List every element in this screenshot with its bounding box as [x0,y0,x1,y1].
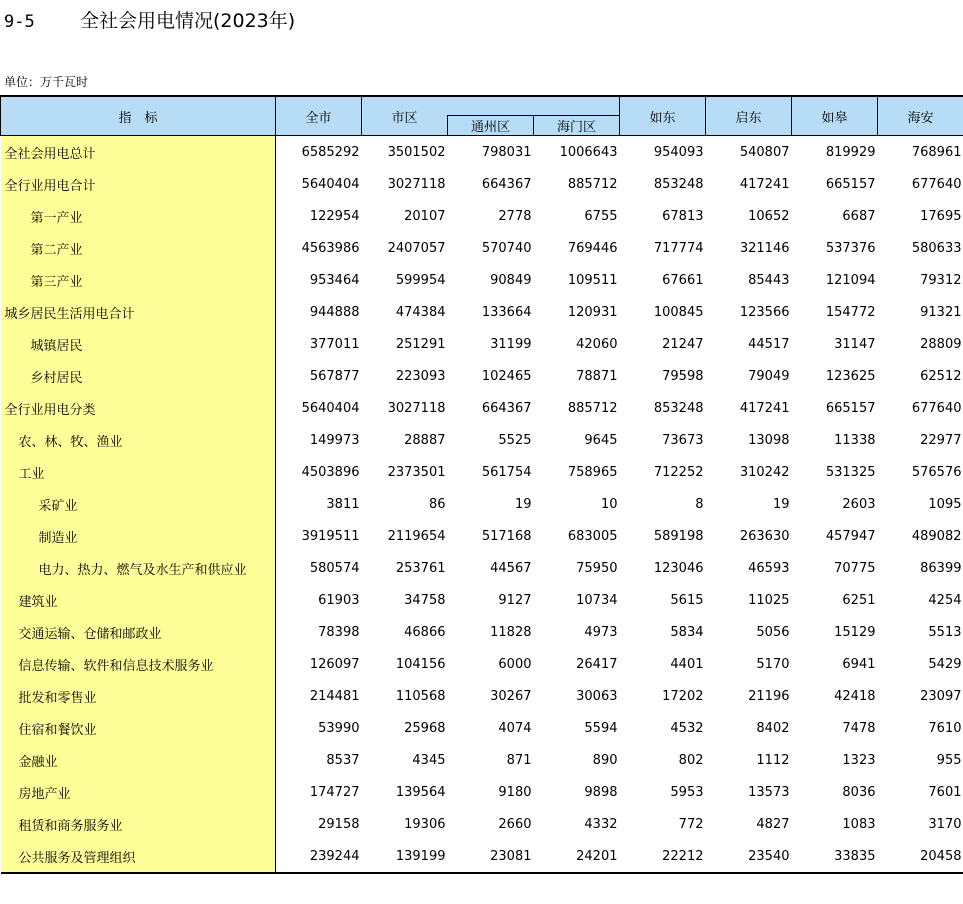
table-row [1,840,963,873]
cell-haian: 7601 [928,784,962,800]
row-label: 批发和零售业 [1,680,276,712]
cell-tongzhou: 517168 [481,528,532,544]
cell-rudong: 589198 [653,528,704,544]
cell-qidong: 310242 [739,464,790,480]
cell-city: 126097 [309,656,360,672]
cell-tongzhou: 31199 [490,336,532,352]
cell-rudong: 8 [695,496,704,512]
cell-haian: 28809 [920,336,962,352]
cell-haimen: 4332 [584,816,618,832]
cell-haian: 489082 [911,528,962,544]
cell-haimen: 26417 [576,656,618,672]
cell-rudong: 100845 [653,304,704,320]
cell-rudong: 5834 [670,624,704,640]
cell-tongzhou: 133664 [481,304,532,320]
cell-rudong: 73673 [662,432,704,448]
cell-tongzhou: 90849 [490,272,532,288]
cell-haimen: 890 [592,752,618,768]
table-row [1,392,963,424]
cell-tongzhou: 30267 [490,688,532,704]
cell-tongzhou: 5525 [498,432,532,448]
cell-city: 239244 [309,848,360,864]
electricity-table [0,95,963,874]
cell-rudong: 67813 [662,208,704,224]
cell-qidong: 321146 [739,240,790,256]
cell-qidong: 19 [772,496,790,512]
row-label: 信息传输、软件和信息技术服务业 [1,648,276,680]
cell-haimen: 30063 [576,688,618,704]
header-qidong: 启东 [706,96,792,136]
cell-urban: 104156 [395,656,446,672]
cell-urban: 4345 [412,752,446,768]
cell-rugao: 531325 [825,464,876,480]
row-label: 全行业用电合计 [1,168,276,200]
cell-city: 3919511 [301,528,360,544]
cell-haimen: 5594 [584,720,618,736]
cell-qidong: 1112 [756,752,790,768]
cell-city: 953464 [309,272,360,288]
cell-qidong: 540807 [739,144,790,160]
cell-city: 29158 [318,816,360,832]
row-label: 乡村居民 [1,360,276,392]
table-row [1,712,963,744]
cell-tongzhou: 561754 [481,464,532,480]
cell-haian: 23097 [920,688,962,704]
row-label: 房地产业 [1,776,276,808]
cell-urban: 223093 [395,368,446,384]
cell-urban: 86 [428,496,446,512]
row-label: 交通运输、仓储和邮政业 [1,616,276,648]
cell-rugao: 70775 [834,560,876,576]
cell-urban: 139564 [395,784,446,800]
cell-qidong: 85443 [748,272,790,288]
cell-tongzhou: 664367 [481,176,532,192]
table-row [1,456,963,488]
cell-rudong: 4401 [670,656,704,672]
cell-city: 944888 [309,304,360,320]
header-city: 全市 [276,96,362,136]
cell-city: 4563986 [301,240,360,256]
cell-rugao: 665157 [825,176,876,192]
table-row [1,680,963,712]
row-label: 城乡居民生活用电合计 [1,296,276,328]
cell-haian: 22977 [920,432,962,448]
cell-tongzhou: 570740 [481,240,532,256]
cell-city: 580574 [309,560,360,576]
cell-rudong: 4532 [670,720,704,736]
cell-tongzhou: 19 [514,496,532,512]
cell-urban: 2373501 [387,464,446,480]
cell-haian: 955 [936,752,962,768]
cell-rudong: 17202 [662,688,704,704]
table-row [1,424,963,456]
cell-rugao: 537376 [825,240,876,256]
cell-rugao: 8036 [842,784,876,800]
cell-qidong: 46593 [748,560,790,576]
cell-rugao: 6251 [842,592,876,608]
cell-city: 567877 [309,368,360,384]
cell-haimen: 769446 [567,240,618,256]
cell-haian: 7610 [928,720,962,736]
cell-haian: 576576 [911,464,962,480]
cell-haimen: 10 [600,496,618,512]
cell-urban: 3027118 [387,400,446,416]
table-row [1,648,963,680]
cell-rudong: 853248 [653,400,704,416]
cell-rudong: 21247 [662,336,704,352]
cell-rugao: 42418 [834,688,876,704]
cell-haian: 768961 [911,144,962,160]
cell-urban: 599954 [395,272,446,288]
cell-rugao: 819929 [825,144,876,160]
header-rudong: 如东 [620,96,706,136]
cell-rugao: 1083 [842,816,876,832]
row-label: 金融业 [1,744,276,776]
row-label: 工业 [1,456,276,488]
row-label: 电力、热力、燃气及水生产和供应业 [1,552,276,584]
table-row [1,264,963,296]
cell-rugao: 6687 [842,208,876,224]
cell-qidong: 11025 [748,592,790,608]
cell-tongzhou: 9127 [498,592,532,608]
cell-qidong: 10652 [748,208,790,224]
cell-rugao: 154772 [825,304,876,320]
cell-rudong: 802 [678,752,704,768]
cell-haimen: 42060 [576,336,618,352]
cell-haimen: 24201 [576,848,618,864]
cell-rugao: 11338 [834,432,876,448]
row-label: 第二产业 [1,232,276,264]
cell-urban: 251291 [395,336,446,352]
cell-qidong: 263630 [739,528,790,544]
cell-tongzhou: 44567 [490,560,532,576]
cell-haimen: 120931 [567,304,618,320]
cell-urban: 28887 [404,432,446,448]
row-label: 租赁和商务服务业 [1,808,276,840]
cell-city: 122954 [309,208,360,224]
row-label: 农、林、牧、渔业 [1,424,276,456]
cell-rudong: 954093 [653,144,704,160]
row-label: 住宿和餐饮业 [1,712,276,744]
cell-urban: 139199 [395,848,446,864]
cell-haian: 677640 [911,176,962,192]
table-row [1,296,963,328]
cell-qidong: 23540 [748,848,790,864]
cell-city: 377011 [309,336,360,352]
cell-urban: 2119654 [387,528,446,544]
cell-rugao: 121094 [825,272,876,288]
cell-haimen: 9645 [584,432,618,448]
cell-tongzhou: 871 [506,752,532,768]
cell-rudong: 22212 [662,848,704,864]
cell-haian: 20458 [920,848,962,864]
page-title [4,6,295,33]
cell-city: 61903 [318,592,360,608]
row-label: 第三产业 [1,264,276,296]
table-row [1,328,963,360]
cell-urban: 25968 [404,720,446,736]
cell-qidong: 123566 [739,304,790,320]
cell-urban: 110568 [395,688,446,704]
cell-rugao: 33835 [834,848,876,864]
table-row [1,232,963,264]
cell-rudong: 853248 [653,176,704,192]
cell-urban: 19306 [404,816,446,832]
cell-haimen: 10734 [576,592,618,608]
cell-city: 5640404 [301,176,360,192]
cell-rudong: 79598 [662,368,704,384]
cell-city: 4503896 [301,464,360,480]
header-urban-spacer [448,96,620,116]
cell-city: 78398 [318,624,360,640]
row-label: 全行业用电分类 [1,392,276,424]
table-row [1,776,963,808]
cell-tongzhou: 798031 [481,144,532,160]
cell-rudong: 712252 [653,464,704,480]
cell-qidong: 79049 [748,368,790,384]
table-row [1,488,963,520]
unit-label: 单位：万千瓦时 [4,75,89,89]
cell-haian: 677640 [911,400,962,416]
cell-haian: 4254 [928,592,962,608]
cell-qidong: 13098 [748,432,790,448]
cell-rugao: 2603 [842,496,876,512]
row-label: 城镇居民 [1,328,276,360]
row-label: 第一产业 [1,200,276,232]
cell-tongzhou: 23081 [490,848,532,864]
cell-haian: 17695 [920,208,962,224]
cell-qidong: 8402 [756,720,790,736]
cell-urban: 253761 [395,560,446,576]
cell-rugao: 15129 [834,624,876,640]
cell-urban: 34758 [404,592,446,608]
cell-qidong: 417241 [739,400,790,416]
cell-haian: 3170 [928,816,962,832]
cell-rugao: 457947 [825,528,876,544]
cell-city: 53990 [318,720,360,736]
header-tongzhou: 通州区 [448,116,534,136]
header-urban: 市区 [362,96,448,136]
row-label: 制造业 [1,520,276,552]
cell-haimen: 109511 [567,272,618,288]
cell-city: 214481 [309,688,360,704]
cell-city: 174727 [309,784,360,800]
table-row [1,616,963,648]
cell-qidong: 5056 [756,624,790,640]
table-title: 全社会用电情况(2023年) [80,10,296,32]
cell-city: 6585292 [301,144,360,160]
cell-rudong: 5953 [670,784,704,800]
cell-haimen: 78871 [576,368,618,384]
cell-haimen: 75950 [576,560,618,576]
table-row [1,552,963,584]
cell-rugao: 1323 [842,752,876,768]
cell-haimen: 1006643 [559,144,618,160]
cell-rugao: 31147 [834,336,876,352]
cell-haian: 5429 [928,656,962,672]
cell-tongzhou: 4074 [498,720,532,736]
cell-tongzhou: 2660 [498,816,532,832]
cell-qidong: 4827 [756,816,790,832]
cell-haimen: 4973 [584,624,618,640]
cell-tongzhou: 664367 [481,400,532,416]
cell-city: 8537 [326,752,360,768]
table-row [1,168,963,200]
cell-tongzhou: 102465 [481,368,532,384]
cell-haimen: 6755 [584,208,618,224]
table-row [1,584,963,616]
cell-urban: 20107 [404,208,446,224]
cell-qidong: 5170 [756,656,790,672]
header-indicator: 指 标 [1,96,276,136]
cell-haian: 91321 [920,304,962,320]
table-row [1,808,963,840]
table-row [1,136,963,169]
table-number: 9-5 [4,12,35,32]
cell-rudong: 123046 [653,560,704,576]
cell-urban: 3501502 [387,144,446,160]
cell-urban: 3027118 [387,176,446,192]
header-rugao: 如皋 [792,96,878,136]
cell-tongzhou: 6000 [498,656,532,672]
cell-qidong: 417241 [739,176,790,192]
cell-urban: 474384 [395,304,446,320]
cell-urban: 2407057 [387,240,446,256]
cell-haian: 79312 [920,272,962,288]
table-row [1,360,963,392]
cell-haimen: 885712 [567,400,618,416]
cell-haian: 1095 [928,496,962,512]
cell-haimen: 758965 [567,464,618,480]
cell-rugao: 665157 [825,400,876,416]
cell-haimen: 9898 [584,784,618,800]
cell-city: 3811 [326,496,360,512]
row-label: 公共服务及管理组织 [1,840,276,873]
table-row [1,744,963,776]
cell-tongzhou: 9180 [498,784,532,800]
header-haian: 海安 [878,96,963,136]
cell-urban: 46866 [404,624,446,640]
cell-haian: 580633 [911,240,962,256]
cell-rudong: 5615 [670,592,704,608]
cell-qidong: 21196 [748,688,790,704]
row-label: 采矿业 [1,488,276,520]
cell-rudong: 772 [678,816,704,832]
cell-city: 5640404 [301,400,360,416]
row-label: 全社会用电总计 [1,136,276,169]
cell-qidong: 44517 [748,336,790,352]
cell-rudong: 717774 [653,240,704,256]
cell-haimen: 885712 [567,176,618,192]
cell-rugao: 6941 [842,656,876,672]
cell-haimen: 683005 [567,528,618,544]
cell-rugao: 7478 [842,720,876,736]
table-row [1,520,963,552]
cell-tongzhou: 2778 [498,208,532,224]
cell-haian: 86399 [920,560,962,576]
table-row [1,200,963,232]
cell-qidong: 13573 [748,784,790,800]
cell-haian: 5513 [928,624,962,640]
cell-tongzhou: 11828 [490,624,532,640]
header-haimen: 海门区 [534,116,620,136]
cell-haian: 62512 [920,368,962,384]
row-label: 建筑业 [1,584,276,616]
cell-rudong: 67661 [662,272,704,288]
cell-rugao: 123625 [825,368,876,384]
cell-city: 149973 [309,432,360,448]
